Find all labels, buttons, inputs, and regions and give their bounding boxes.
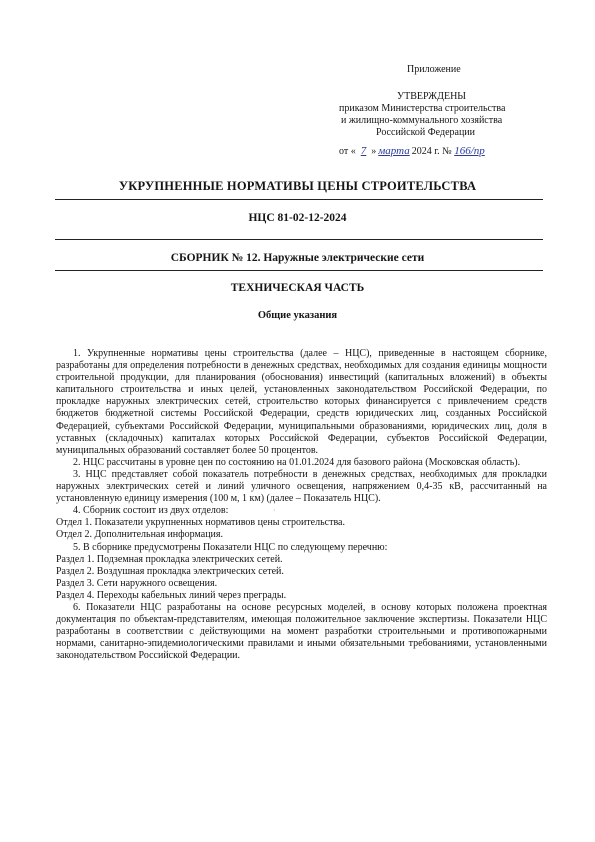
approval-line-2: и жилищно-коммунального хозяйства [341,115,503,126]
handwritten-day: 7 [360,145,367,157]
list-item: Раздел 4. Переходы кабельных линий через преграды. [56,589,287,601]
section-title: ТЕХНИЧЕСКАЯ ЧАСТЬ [230,282,365,294]
date-prefix: от « [339,146,356,157]
list-item: Раздел 2. Воздушная прокладка электрических сетей. [56,565,284,577]
body-text [56,348,547,662]
scan-speck: · [273,506,276,515]
approval-line-1: приказом Министерства строительства [339,103,506,114]
list-item: Раздел 3. Сети наружного освещения. [56,577,218,589]
doc-title: УКРУПНЕННЫЕ НОРМАТИВЫ ЦЕНЫ СТРОИТЕЛЬСТВА [118,179,477,193]
collection-title: СБОРНИК № 12. Наружные электрические сети [170,252,425,264]
doc-code: НЦС 81-02-12-2024 [248,212,347,224]
list-item: Отдел 1. Показатели укрупненных нормативов цены строительства. [56,517,345,529]
paragraph-5: 5. В сборнике предусмотрены Показатели НЦС по следующему перечню: [73,541,388,553]
list-item: Раздел 1. Подземная прокладка электрических сетей. [56,553,283,565]
paragraph-6: 6. Показатели НЦС разработаны на основе ресурсных моделей, в основу которых положена проектная документация по объектам-представителям, имеющая положительное заключение экспертизы. Показатели НЦС разработаны в соответствии с действующими на момент разработки строительными и противопожарными нормами, санитарно-эпидемиологическими правилами и иными обязательными требованиями, установленными законодательством Российской Федерации. [56,601,547,662]
approval-line-3: Российской Федерации [376,127,476,138]
list-item: Отдел 2. Дополнительная информация. [56,529,223,541]
paragraph-3: 3. НЦС представляет собой показатель потребности в денежных средствах, необходимых для прокладки наружных электрических сетей и линий уличного освещения, напряжением 0,4-35 кВ, рассчитанный на установленную единицу измерения (100 м, 1 км) (далее – Показатель НЦС). [56,468,547,505]
divider-3 [55,270,543,271]
date-mid: » [371,146,377,157]
handwritten-number: 166/пр [454,145,485,157]
approval-title: УТВЕРЖДЕНЫ [397,91,467,102]
appendix-label: Приложение [407,64,461,75]
divider-2 [55,239,543,240]
paragraph-4: 4. Сборник состоит из двух отделов: [73,505,229,517]
paragraph-1: 1. Укрупненные нормативы цены строительства (далее – НЦС), приведенные в настоящем сборнике, разработаны для определения потребности в денежных средствах, необходимых для создания единицы мощности строительной продукции, для планирования (обоснования) инвестиций (капитальных вложений) в объекты капитального строительства и иных целей, установленных законодательством Российской Федерации, по прокладке наружных электрических сетей, строительство которых финансируется с привлечением средств бюджетов бюджетной системы Российской Федерации, средств юридических лиц, созданных Российской Федерацией, субъектами Российской Федерации, муниципальными образованиями, юридических лиц, доля в уставных (складочных) капиталах которых Российской Федерации, субъектов Российской Федерации, муниципальных образований составляет более 50 процентов. [56,348,547,456]
paragraph-2: 2. НЦС рассчитаны в уровне цен по состоянию на 01.01.2024 для базового района (Московская область). [73,456,521,468]
handwritten-month: марта [378,145,410,157]
subsection-title: Общие указания [257,310,338,321]
year-text: 2024 г. № [411,146,452,157]
approval-date-line [339,145,485,158]
divider-1 [55,199,543,200]
